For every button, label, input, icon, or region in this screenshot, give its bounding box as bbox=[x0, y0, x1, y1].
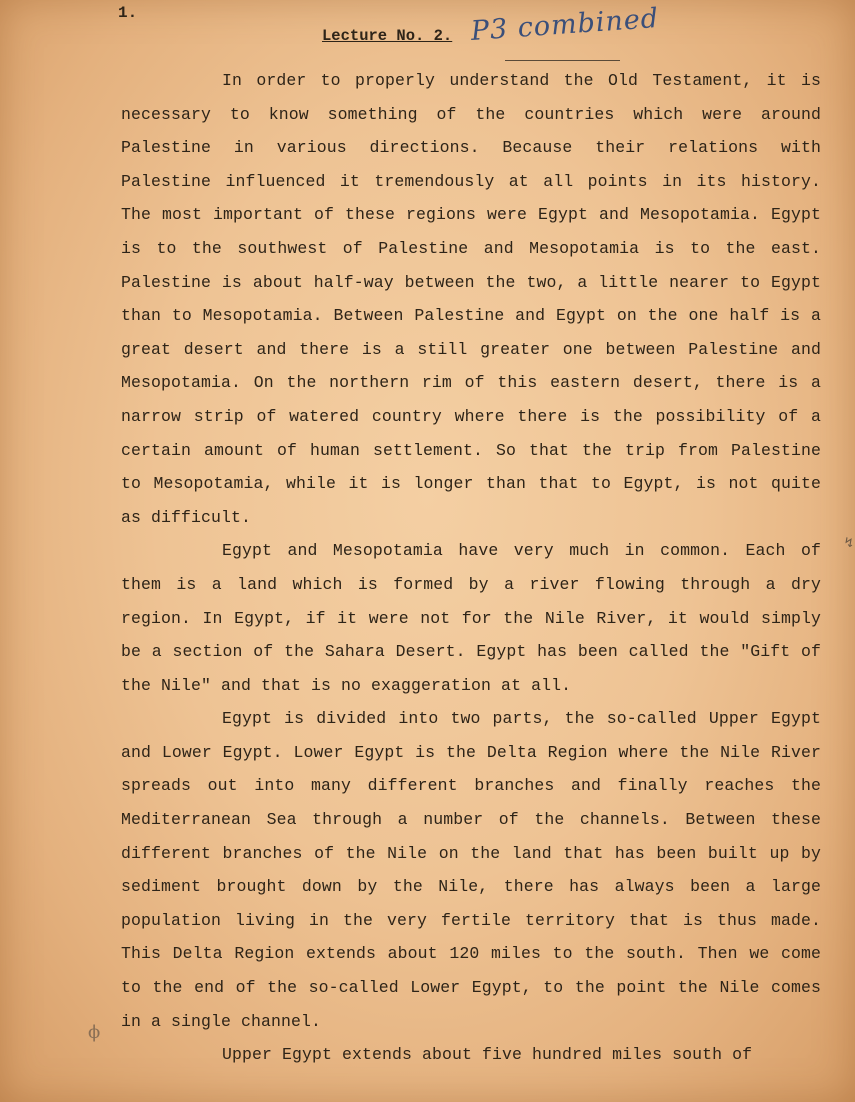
title-row bbox=[322, 2, 660, 47]
paragraph-4: Upper Egypt extends about five hundred miles south of bbox=[222, 1045, 753, 1065]
lecture-title: Lecture No. 2. bbox=[322, 27, 453, 45]
lecture-body bbox=[121, 64, 821, 1072]
page-number: 1. bbox=[118, 4, 138, 22]
paragraph-1: In order to properly understand the Old Testament, it is necessary to know something of the countries which were around Palestine in various directions. Because their relations with Palestine influenced it tremendously at all points in its history. The most important of these regions were Egypt and Mesopotamia. Egypt is to the southwest of Palestine and Mesopotamia is to the east. Palestine is about half-way between the two, a little nearer to Egypt than to Mesopotamia. Between Palestine and Egypt on the one half is a great desert and there is a still greater one between Palestine and Mesopotamia. On the northern rim of this eastern desert, there is a narrow strip of watered country where there is the possibility of a certain amount of human settlement. So that the trip from Palestine to Mesopotamia, while it is longer than that to Egypt, is not quite as difficult. bbox=[121, 71, 821, 527]
paragraph-2: Egypt and Mesopotamia have very much in common. Each of them is a land which is formed by a river flowing through a dry region. In Egypt, if it were not for the Nile River, it would simply be a section of the Sahara Desert. Egypt has been called the "Gift of the Nile" and that is no exaggeration at all. bbox=[121, 541, 821, 695]
paragraph-3: Egypt is divided into two parts, the so-called Upper Egypt and Lower Egypt. Lower Egypt is the Delta Region where the Nile River spreads out into many different branches and finally reaches the Mediterranean Sea through a number of the channels. Between these different branches of the Nile on the land that has been built up by sediment brought down by the Nile, there has always been a large population living in the very fertile territory that is thus made. This Delta Region extends about 120 miles to the south. Then we come to the end of the so-called Lower Egypt, to the point the Nile comes in a single channel. bbox=[121, 709, 821, 1031]
handwritten-note: P3 combined bbox=[469, 2, 660, 47]
margin-pencil-mark: ϕ bbox=[88, 1022, 101, 1043]
paper-smudge-mark: ↯ bbox=[844, 536, 853, 552]
title-underline bbox=[505, 60, 620, 61]
